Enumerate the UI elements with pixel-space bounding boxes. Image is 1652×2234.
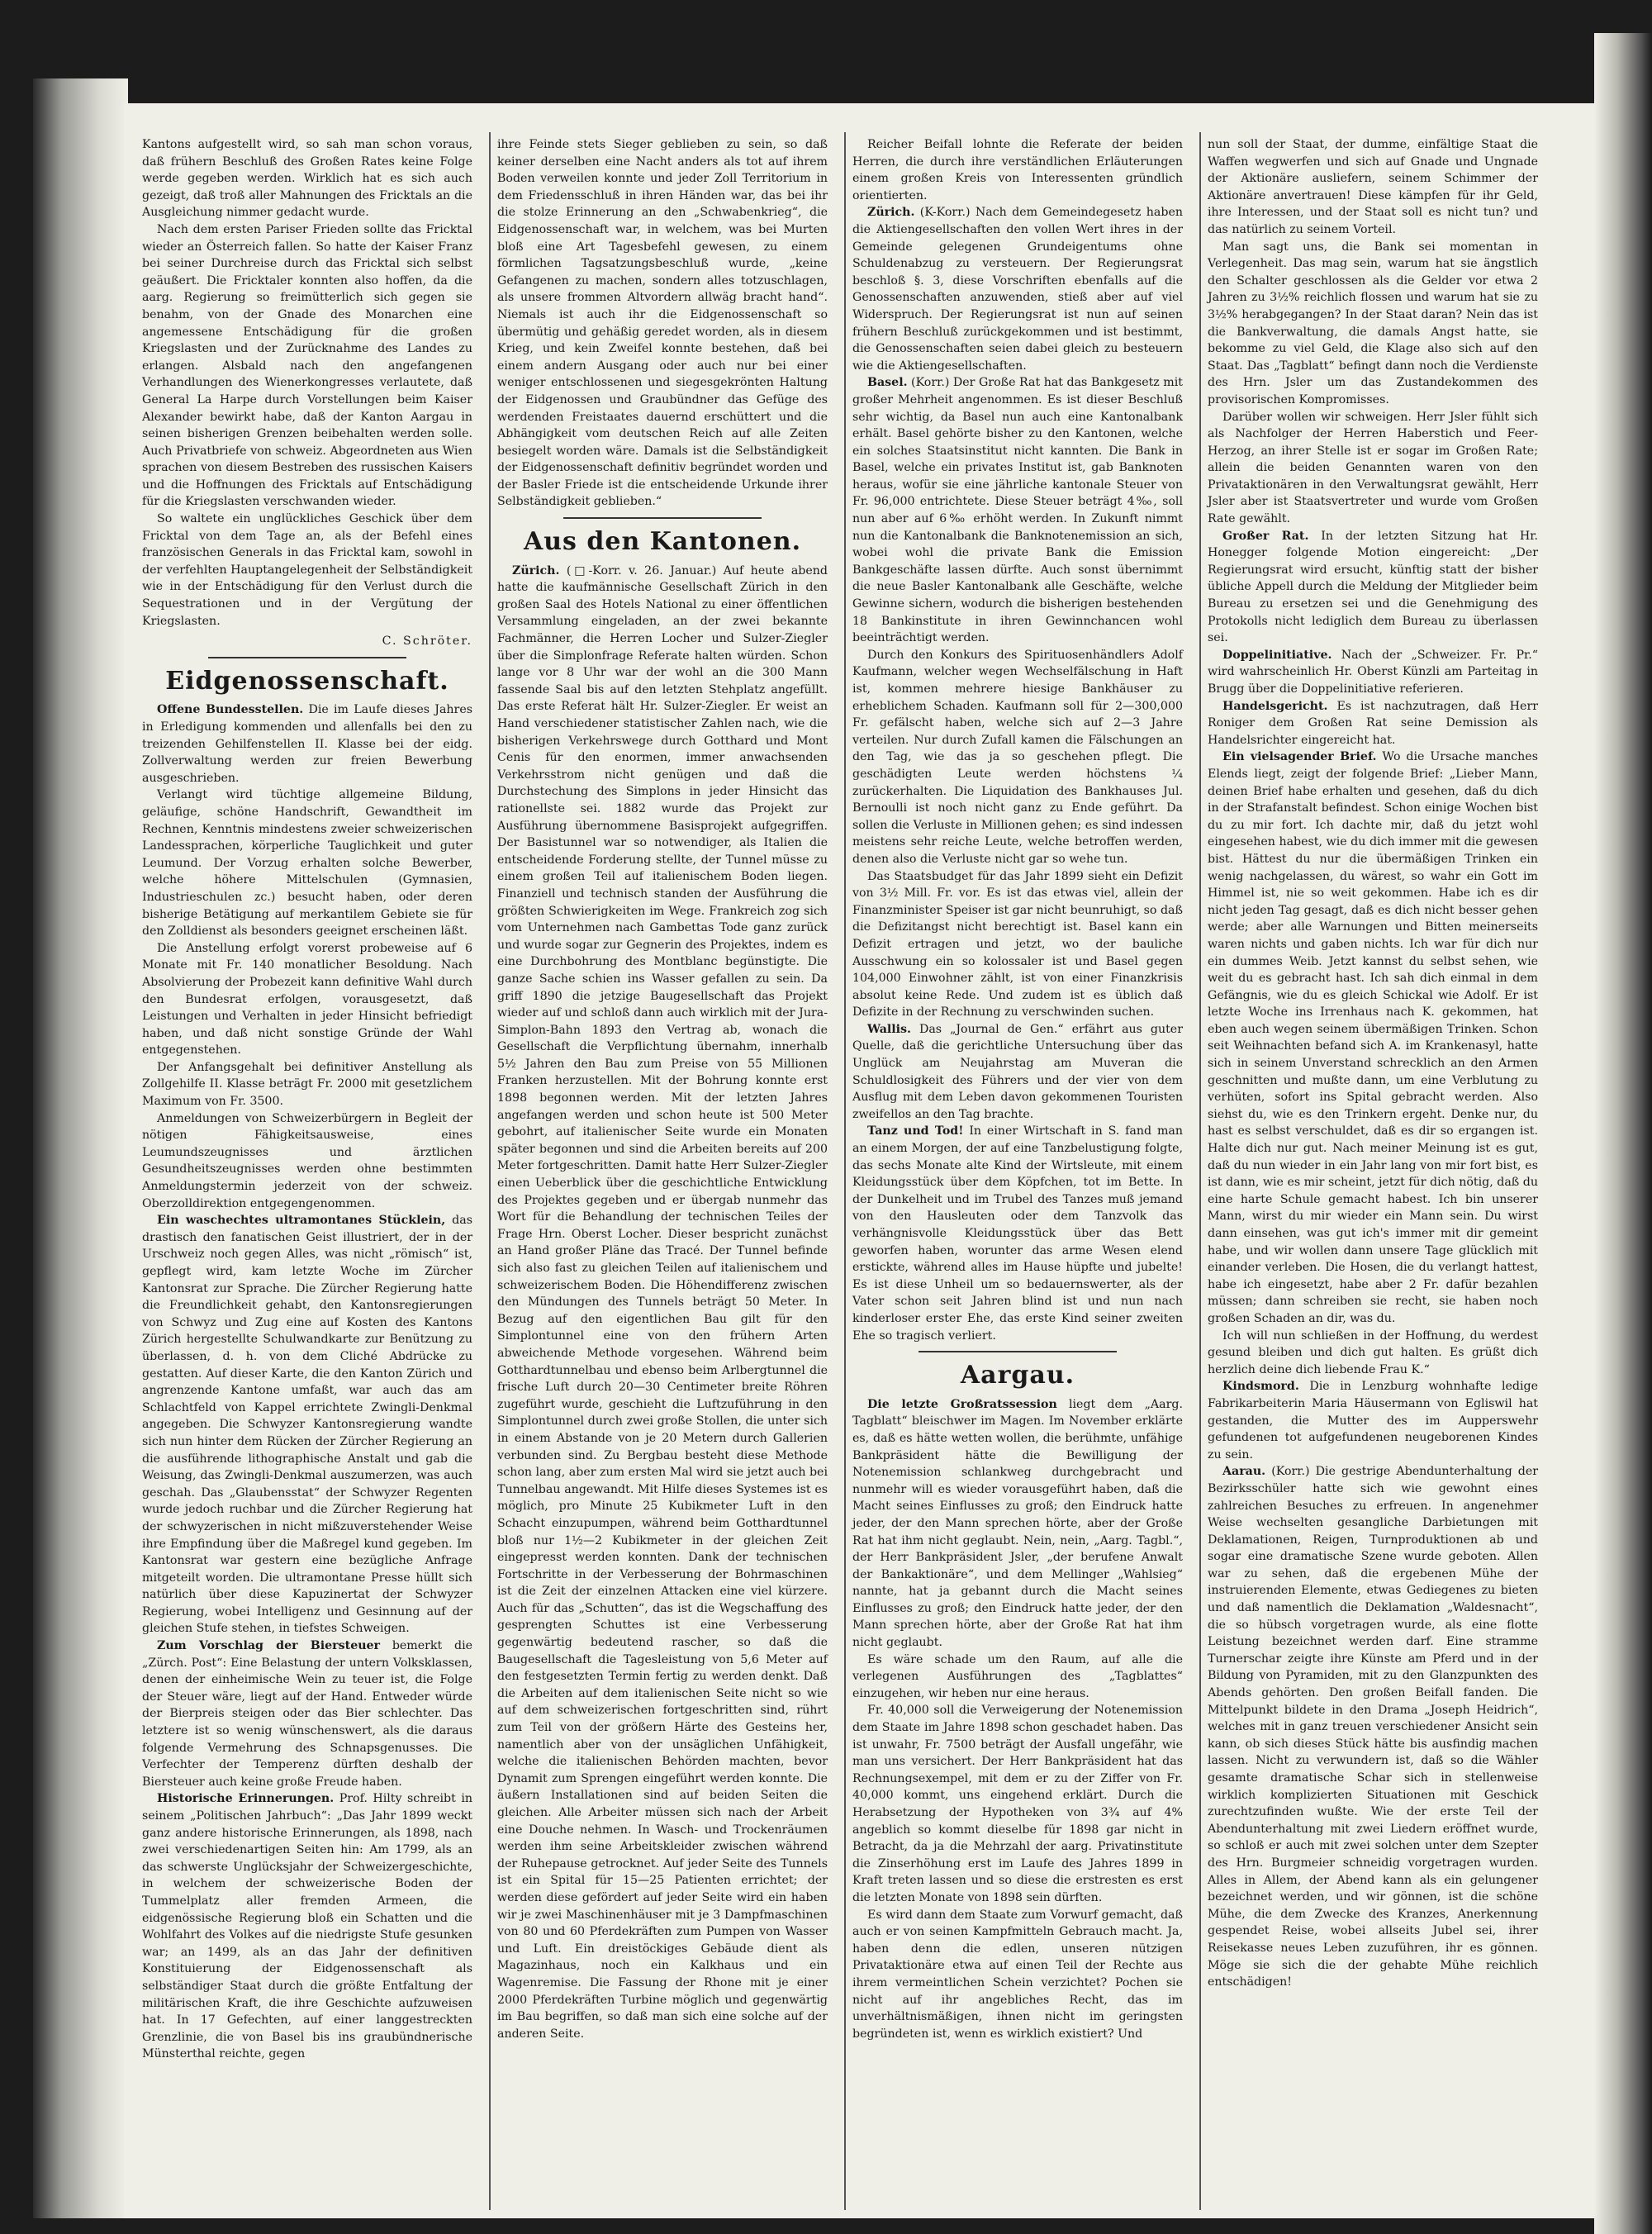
column-4 <box>1208 136 1538 1991</box>
paragraph: (Korr.) Der Große Rat hat das Bankgesetz mit großer Mehrheit angenommen. Es ist dieser Beschluß sehr wichtig, da Basel nun auch eine Kantonalbank erhält. Basel gehörte bisher zu den Kantonen, welche ein solches Staatsinstitut nicht kannten. Die Bank in Basel, welche ein privates Institut ist, gab Banknoten heraus, wofür sie eine jährliche kantonale Steuer von Fr. 96,000 entrichtete. Diese Steuer beträgt 4‰, soll nun aber auf 6‰ erhöht werden. In Zukunft nimmt nun die Kantonalbank die Banknotenemission an sich, wobei wohl die private Bank die Emission Bankgeschäfte lassen dürfte. Auch sonst übernimmt die neue Basler Kantonalbank alle Geschäfte, welche Gewinne sichern, wodurch die bisherigen bestehenden 18 Bankinstitute in ihren Gewinnchancen wohl beeinträchtigt werden. <box>852 376 1183 645</box>
article-heading: Wallis. <box>867 1022 911 1036</box>
article-heading: Doppelinitiative. <box>1222 648 1332 662</box>
section-heading: Aus den Kantonen. <box>523 527 802 557</box>
article-heading: Die letzte Großratssession <box>867 1397 1057 1411</box>
section-rule <box>563 517 762 519</box>
paragraph: Der Anfangsgehalt bei definitiver Anstellung als Zollgehilfe II. Klasse beträgt Fr. 2000 mit gesetzlichem Maximum von Fr. 3500. <box>142 1060 472 1109</box>
paragraph: Das Staatsbudget für das Jahr 1899 sieht ein Defizit von 3½ Mill. Fr. vor. Es ist das etwas viel, allein der Finanzminister Speiser ist gar nicht beunruhigt, so daß die Defizitangst nicht berechtigt ist. Basel kann ein Defizit ertragen und jetzt, wo der bauliche Ausschwung ein so kolossaler ist und Basel gegen 104,000 Einwohner zählt, ist von einer Finanzkrisis absolut keine Rede. Und zudem ist es üblich daß Defizite in der Rechnung zu verschwinden suchen. <box>852 869 1183 1020</box>
article-heading: Historische Erinnerungen. <box>157 1792 335 1806</box>
author-signature: C. Schröter. <box>382 635 472 649</box>
section-rule <box>919 1351 1117 1352</box>
paragraph: nun soll der Staat, der dumme, einfältige Staat die Waffen wegwerfen und sich auf Gnade und Ungnade der Aktionäre ausliefern, seinem Schimmer der Aktionäre anvertrauen! Diese kämpfen für ihr Geld, ihre Interessen, und der Staat soll es nicht tun? und das natürlich zu seinem Vorteil. <box>1208 138 1538 236</box>
paragraph: Darüber wollen wir schweigen. Herr Jsler fühlt sich als Nachfolger der Herren Haberstich und Feer-Herzog, an ihrer Stelle ist er sogar im Großen Rate; allein die beiden Genannten waren von den Privataktionären in den Verwaltungsrat gewählt, Herr Jsler aber ist Staatsvertreter und wurde vom Großen Rate gewählt. <box>1208 410 1538 526</box>
paragraph: In einer Wirtschaft in S. fand man an einem Morgen, der auf eine Tanzbelustigung folgte, das sechs Monate alte Kind der Wirtsleute, mit einem Kleidungsstück über dem Köpfchen, tot im Bette. In der Dunkelheit und im Trubel des Tanzes muß jemand von den Hausleuten oder dem Tanzvolk das verhängnisvolle Kleidungsstück über das Bett geworfen haben, worunter das arme Wesen elend erstickte, während alles im Hause hüpfte und jubelte! Es ist diese Unheil um so bedauernswerter, als der Vater schon seit Jahren blind ist und nun nach kinderloser erster Ehe, das erste Kind seiner zweiten Ehe so tragisch verliert. <box>852 1124 1184 1343</box>
article-heading: Offene Bundesstellen. <box>157 703 304 717</box>
paragraph: Man sagt uns, die Bank sei momentan in Verlegenheit. Das mag sein, warum hat sie ängstlich den Schalter geschlossen als die Gelder vor etwa 2 Jahren zu 3½% reichlich flossen und warum hat sie zu 3½% herabgegangen? In der Staat daran? Nein das ist die Bankverwaltung, die damals Angst hatte, sie bekomme zu viel Geld, die Klage also sich auf den Staat. Das „Tagblatt“ befingt dann noch die Verdienste des Hrn. Jsler um das Zustandekommen des provisorischen Kompromisses. <box>1208 240 1538 406</box>
article-heading: Tanz und Tod! <box>867 1124 964 1138</box>
section-heading: Eidgenossenschaft. <box>165 666 449 696</box>
column-rule <box>1199 132 1201 2210</box>
book-binding-edge <box>33 78 128 2218</box>
paragraph: So waltete ein unglückliches Geschick über dem Fricktal von dem Tage an, als der Befehl eines französischen Generals in das Fricktal kam, sowohl in der verfehlten Hauptangelegenheit der Selbständigkeit wie in der Entschädigung für den Verlust durch die Sequestrationen und in der Vergütung der Kriegslasten. <box>142 512 472 628</box>
paragraph: das drastisch den fanatischen Geist illustriert, der in der Urschweiz noch gegen Alles, was nicht „römisch“ ist, gepflegt wird, kam letzte Woche im Zürcher Kantonsrat zur Sprache. Die Zürcher Regierung hatte die Freundlichkeit gehabt, den Kantonsregierungen von Schwyz und Zug eine auf Kosten des Kantons Zürich hergestellte Schulwandkarte zur Benützung zu überlassen, d. h. von dem Cliché Abdrücke zu gestatten. Auf dieser Karte, die den Kanton Zürich und angrenzende Kantone umfaßt, war auch das am Schlachtfeld von Kappel errichtete Zwingli-Denkmal angegeben. Die Schwyzer Kantonsregierung wandte sich nun hinter dem Rücken der Zürcher Regierung an die ausführende lithographische Anstalt und gab die Weisung, das Zwingli-Denkmal auszumerzen, was auch geschah. Das „Glaubensstat“ der Schwyzer Regenten wurde jedoch ruchbar und die Zürcher Regierung hat der schwyzerischen in nicht mißzuverstehender Weise ihre Empfindung über die Maßregel kund gegeben. Im Kantonsrat war gestern eine bezügliche Anfrage mitgeteilt worden. Die ultramontane Presse hüllt sich natürlich über diese Kapuzinertat der Schwyzer Regierung, wobei Intelligenz und Gesinnung auf der gleichen Stufe stehen, in tiefstes Schweigen. <box>142 1214 472 1636</box>
paragraph: Ich will nun schließen in der Hoffnung, du werdest gesund bleiben und dich gut halten. Es grüßt dich herzlich deine dich liebende Frau K.“ <box>1208 1329 1538 1376</box>
paragraph: Reicher Beifall lohnte die Referate der beiden Herren, die durch ihre verständlichen Erläuterungen einem großen Kreis von Interessenten gründlich orientierten. <box>852 138 1183 202</box>
section-rule <box>208 657 406 658</box>
column-rule <box>489 132 491 2210</box>
article-heading: Basel. <box>867 376 908 390</box>
paragraph: Das „Journal de Gen.“ erfährt aus guter Quelle, daß die gerichtliche Untersuchung über das Unglück am Neujahrstag am Muveran die Schuldlosigkeit des Führers und der vier von dem Ausflug mit dem Leben davon gekommenen Touristen zweifellos an den Tag brachte. <box>852 1022 1183 1121</box>
column-1 <box>142 136 472 2063</box>
article-heading: Zum Vorschlag der Biersteuer <box>157 1639 381 1653</box>
paragraph: Die im Laufe dieses Jahres in Erledigung kommenden und allenfalls bei den zu treizenden Gehilfenstellen II. Klasse bei der eidg. Zollverwaltung werden zur freien Bewerbung ausgeschrieben. <box>142 703 473 785</box>
article-heading: Handelsgericht. <box>1222 699 1328 713</box>
article-heading: Großer Rat. <box>1222 529 1309 543</box>
paragraph: Anmeldungen von Schweizerbürgern in Begleit der nötigen Fähigkeitsausweise, eines Leumundszeugnisses und ärztlichen Gesundheitszeugnisses werden ohne bestimmten Anmeldungstermin jederzeit von der schweiz. Oberzolldirektion entgegengenommen. <box>142 1111 472 1210</box>
paragraph: (K-Korr.) Nach dem Gemeindegesetz haben die Aktiengesellschaften den vollen Wert ihres in der Gemeinde gelegenen Grundeigentums ohne Schuldenabzug zu versteuern. Der Regierungsrat beschloß §. 3, diese Vorschriften ebenfalls auf die Genossenschaften anzuwenden, stieß aber auf viel Widerspruch. Der Regierungsrat ist nun auf seinen frühern Beschluß zurückgekommen und ist bestimmt, die Genossenschaften seien dabei gleich zu besteuern wie die Aktiengesellschaften. <box>852 206 1183 373</box>
column-3 <box>852 136 1183 2042</box>
article-heading: Zürich. <box>867 206 915 220</box>
paragraph: Es ist nachzutragen, daß Herr Roniger dem Großen Rat seine Demission als Handelsrichter eingereicht hat. <box>1208 699 1539 747</box>
paragraph: Fr. 40,000 soll die Verweigerung der Notenemission dem Staate im Jahre 1898 schon geschadet haben. Das ist unwahr, Fr. 7500 beträgt der Ausfall ungefähr, wie man uns versichert. Der Herr Bankpräsident hat das Rechnungsexempel, mit dem er zu der Ziffer von Fr. 40,000 kommt, uns eingehend erklärt. Durch die Herabsetzung der Hypotheken von 3¾ auf 4% angeblich so kommt dieselbe für 1898 gar nicht in Betracht, da ja die Mehrzahl der aarg. Privatinstitute die Zinserhöhung erst im Laufe des Jahres 1899 in Kraft treten lassen und so diese die erstresten es erst die letzten Monate von 1898 sein dürften. <box>852 1704 1183 1904</box>
section-heading: Aargau. <box>960 1361 1075 1390</box>
paragraph: Nach der „Schweizer. Fr. Pr.“ wird wahrscheinlich Hr. Oberst Künzli am Parteitag in Brugg über die Doppelinitiative referieren. <box>1208 648 1538 696</box>
paragraph: (□-Korr. v. 26. Januar.) Auf heute abend hatte die kaufmännische Gesellschaft Zürich in den großen Saal des Hotels National zu einer öffentlichen Versammlung eingeladen, an der zwei bekannte Fachmänner, die Herren Locher und Sulzer-Ziegler über die Simplonfrage Referate halten würden. Schon lange vor 8 Uhr war der wohl an die 300 Mann fassende Saal bis auf den letzten Stehplatz angefüllt. Das erste Referat hält Hr. Sulzer-Ziegler. Er weist an Hand verschiedener statistischer Zahlen nach, wie die bisherigen Verkehrswege durch Gotthard und Mont Cenis für den enormen, immer anwachsenden Verkehrsstrom nicht genügen und daß die Durchstechung des Simplons in jeder Hinsicht das rationellste sei. 1882 wurde das Projekt zur Ausführung übernommene Basisprojekt aufgegriffen. Der Basistunnel war so notwendiger, als Italien die entscheidende Forderung stellte, der Tunnel müsse zu einem großen Teil auf italienischem Boden liegen. Finanziell und technisch standen der Ausführung die größten Schwierigkeiten im Wege. Frankreich zog sich vom Unternehmen nach Gambettas Tode ganz zurück und wurde sogar zur Gegnerin des Projektes, indem es eine Durchbohrung des Montblanc begünstigte. Die ganze Sache schien ins Wasser gefallen zu sein. Da griff 1890 die jetzige Baugesellschaft das Projekt wieder auf und schloß dann auch wirklich mit der Jura-Simplon-Bahn 1893 den Vertrag ab, wonach die Gesellschaft die Verpflichtung übernahm, innerhalb 5½ Jahren den Bau zum Preise von 55 Millionen Franken herzustellen. Mit der Bohrung konnte erst 1898 begonnen werden. Mit der letzten Jahres angefangen werden und schon heute ist 500 Meter gebohrt, auf italienischer Seite wurde ein Monaten später begonnen und sind die Arbeiten bereits auf 200 Meter fortgeschritten. Damit hatte Herr Sulzer-Ziegler einen Ueberblick über die geschichtliche Entwicklung des Projektes gegeben und er übergab nunmehr das Wort für die Behandlung der technischen Teiles der Frage Hrn. Oberst Locher. Dieser bespricht zunächst an Hand großer Pläne das Tracé. Der Tunnel befinde sich also fast zu gleichen Teilen auf italienischem und schweizerischem Boden. Die Höhendifferenz zwischen den Mündungen des Tunnels beträgt 50 Meter. In Bezug auf den eigentlichen Bau gilt für den Simplontunnel eine von den frühern Arten abweichende Methode vorgesehen. Während beim Gotthardtunnelbau und ebenso beim Arlbergtunnel die frische Luft durch 20—30 Centimeter breite Röhren zugeführt wurde, geschieht die Luftzuführung in den Simplontunnel durch zwei große Stollen, die unter sich in einem Abstande von je 20 Metern durch Gallerien verbunden sind. Zu Bergbau besteht diese Methode schon lang, aber zum ersten Mal wird sie jetzt auch bei Tunnelbau angewandt. Mit Hilfe dieses Systemes ist es möglich, pro Minute 25 Kubikmeter Luft in den Schacht einzupumpen, während beim Gotthardtunnel bloß nur 1½—2 Kubikmeter in der gleichen Zeit eingepresst werden konnten. Dank der technischen Fortschritte in der Verbesserung der Bohrmaschinen ist die Zeit der einzelnen Attacken eine viel kürzere. Auch für das „Schutten“, das ist die Wegschaffung des gesprengten Schuttes ist eine Verbesserung gegenwärtig bedeutend rascher, so daß die Baugesellschaft die Tagesleistung von 5,6 Meter auf den festgesetzten Termin fertig zu werden denkt. Daß die Arbeiten auf dem italienischen Seite nicht so wie auf dem schweizerischen fortgeschritten sind, rührt zum Teil von der größern Härte des Gesteins her, namentlich aber von der unsäglichen Unfähigkeit, welche die italienischen Behörden machten, bevor Dynamit zum Sprengen eingeführt werden konnte. Die äußern Installationen sind auf beiden Seiten die gleichen. Alle Arbeiter müssen sich nach der Arbeit eine Douche nehmen. In Wasch- und Trockenräumen werden ihm seine Arbeitskleider zwischen während der Ruhepause getrocknet. Auf jeder Seite des Tunnels ist ein Spital für 15—25 Patienten errichtet; der werden diese gefördert auf jeder Seite wird ein haben wir je zwei Maschinenhäuser mit je 3 Dampfmaschinen von 80 und 60 Pferdekräften zum Pumpen von Wasser und Luft. Ein dreistöckiges Gebäude dient als Magazinhaus, noch ein Kalkhaus und ein Wagenremise. Die Fassung der Rhone mit je einer 2000 Pferdekräften Turbine möglich und gegenwärtig im Bau begriffen, so daß man sich eine solche auf der anderen Seite. <box>497 563 828 2041</box>
paragraph: Die in Lenzburg wohnhafte ledige Fabrikarbeiterin Maria Häusermann von Egliswil hat gestanden, die Mutter des im Aupperswehr gefundenen tot aufgefundenen neugeborenen Kindes zu sein. <box>1208 1380 1538 1462</box>
article-heading: Zürich. <box>512 563 560 578</box>
column-rule <box>844 132 846 2210</box>
column-2 <box>497 136 828 2042</box>
paragraph: Es wäre schade um den Raum, auf alle die verlegenen Ausführungen des „Tagblattes“ einzugehen, wir heben nur eine heraus. <box>852 1652 1183 1700</box>
paragraph: Durch den Konkurs des Spirituosenhändlers Adolf Kaufmann, welcher wegen Wechselfälschung in Haft ist, kommen mehrere hiesige Bankhäuser zu erheblichem Schaden. Kaufmann soll für 2—300,000 Fr. gefälscht haben, welche sich auf 2—3 Jahre verteilen. Nur durch Zufall kamen die Fälschungen an den Tag, wie das ja so geschehen pflegt. Die geschädigten Leute werden höchstens ¼ zurückerhalten. Die Liquidation des Bankhauses Jul. Bernoulli ist noch nicht ganz zu Ende geführt. Da sollen die Verluste in Millionen gehen; es sind indessen meistens sehr reiche Leute, welche betroffen werden, denen also die Verluste nicht gar so wehe tun. <box>852 648 1183 866</box>
paragraph: ihre Feinde stets Sieger geblieben zu sein, so daß keiner derselben eine Nacht anders als tot auf ihrem Boden verweilen konnte und jeder Zoll Territorium in dem Friedensschluß in ihren Händen war, das bei ihr die stolze Erinnerung an den „Schwabenkrieg“, die Eidgenossenschaft war, in welchem, was bei Murten bloß eine Art Tagesbefehl gewesen, zu einem förmlichen Tagsatzungsbeschluß wurde, „keine Gefangenen zu machen, sondern alles totzuschlagen, als unsere frommen Altvordern allwäg bracht hand“. Niemals ist auch ihr die Eidgenossenschaft so übermütig und gehäßig geredet worden, als in diesem Krieg, und kein Zweifel konnte bestehen, daß bei einem andern Ausgang oder auch nur bei einer weniger entschlossenen und siegesgekrönten Haltung der Eidgenossen und Graubündner das Gefüge des werdenden Freistaates dauernd erschüttert und die Abhängigkeit vom deutschen Reich auf alle Zeiten besiegelt worden wäre. Damals ist die Selbständigkeit der Eidgenossenschaft definitiv begründet worden und der Basler Friede ist die entscheidende Urkunde ihrer Selbständigkeit geblieben.“ <box>497 138 828 509</box>
article-heading: Aarau. <box>1222 1465 1266 1479</box>
paragraph: liegt dem „Aarg. Tagblatt“ bleischwer im Magen. Im November erklärte es, daß es hätte wetten wollen, die berühmte, unfähige Bankpräsident hätte die Bewilligung der Notenemission schlankweg durchgebracht und nunmehr will es wieder vorausgeführt haben, daß die Macht seines Einflusses zu groß; den Eindruck hatte jeder, der den Mann sprechen hörte, aber der Große Rat hat ihm nicht geglaubt. Nein, nein, „Aarg. Tagbl.“, der Herr Bankpräsident Jsler, „der berufene Anwalt der Bankaktionäre“, und dem Mellinger „Wahlsieg“ nannte, hat ja gebannt durch die Macht seines Einflusses zu groß; den Eindruck hatte jeder, der den Mann sprechen hörte, aber der Große Rat hat ihm nicht geglaubt. <box>852 1397 1183 1650</box>
paragraph: Verlangt wird tüchtige allgemeine Bildung, geläufige, schöne Handschrift, Gewandtheit im Rechnen, Kenntnis mindestens zweier schweizerischen Landessprachen, körperliche Tauglichkeit und guter Leumund. Der Vorzug erhalten solche Bewerber, welche höhere Mittelschulen (Gymnasien, Industrieschulen zc.) besucht haben, oder deren bisherige Betätigung auf merkantilem Gebiete sie für den Zolldienst als besonders geeignet erscheinen läßt. <box>142 788 472 939</box>
article-heading: Ein waschechtes ultramontanes Stücklein, <box>157 1214 446 1228</box>
paragraph: Prof. Hilty schreibt in seinem „Politischen Jahrbuch“: „Das Jahr 1899 weckt ganz andere historische Erinnerungen, als 1898, nach zwei verschiedenartigen Seiten hin: Am 1799, als an das schwerste Unglücksjahr der Schweizergeschichte, in welchem der schweizerische Boden der Tummelplatz aller fremden Armeen, die eidgenössische Regierung bloß ein Schatten und die Wohlfahrt des Volkes auf die niedrigste Stufe gesunken war; an 1499, als an das Jahr der definitiven Konstituierung der Eidgenossenschaft als selbständiger Staat durch die größte Entfaltung der militärischen Kraft, die ihre Geschichte aufzuweisen hat. In 17 Gefechten, auf einer langgestreckten Grenzlinie, die von Basel bis ins graubündnerische Münsterthal reichte, gegen <box>142 1792 473 2061</box>
page-right-edge <box>1594 33 1652 2234</box>
paragraph: Die Anstellung erfolgt vorerst probeweise auf 6 Monate mit Fr. 140 monatlicher Besoldung. Nach Absolvierung der Probezeit kann definitive Wahl durch den Bundesrat erfolgen, vorausgesetzt, daß Leistungen und Verhalten in jeder Hinsicht befriedigt haben, und daß nicht sonstige Gründe der Wahl entgegenstehen. <box>142 941 472 1058</box>
paragraph: Wo die Ursache manches Elends liegt, zeigt der folgende Brief: „Lieber Mann, deinen Brief habe erhalten und gesehen, daß du dich in der Strafanstalt befindest. Schon einige Wochen bist du zu mir fort. Ich dachte mir, daß du jetzt wohl eingesehen habest, wie du dich immer mit die gewesen bist. Hättest du nur die übermäßigen Trinken ein wenig nachgelassen, du wärest, so wahr ein Gott im Himmel ist, nie so weit gekommen. Habe ich es dir nicht jeden Tag gesagt, daß es dich nicht besser gehen werde; aber alle Warnungen und Bitten meinerseits waren nichts und gaben nichts. Ich war für dich nur ein dummes Weib. Jetzt kannst du selbst sehen, wie weit du es gebracht hast. Ich sah dich einmal in dem Gefängnis, wie du es gleich Schickal wie Adolf. Er ist letzte Woche ins Irrenhaus nach K. gekommen, hat eben auch wegen seinem übermäßigen Trinken. Schon seit Weihnachten befand sich A. im Krankenasyl, hatte sich in seinem Unverstand schrecklich an den Armen geschnitten und mußte dann, um eine Verblutung zu verhüten, sofort ins Spital gebracht werden. Also siehst du, wie es den Trinkern ergeht. Denke nur, du hast es selbst verschuldet, daß es dir so ergangen ist. Halte dich nur gut. Nach meiner Meinung ist es gut, daß du nun wieder in ein Jahr lang von mir fort bist, es ist dann, wie es mir scheint, jetzt für dich nötig, daß du eine harte Schule gemacht habest. Ich bin unserer Mann, wirst du mir wieder ein Mann sein. Du wirst dann einsehen, was gut ich's immer mit dir gemeint habe, und wir wollen dann unsere Tage glücklich mit einander verleben. Die Hosen, die du verlangt hattest, habe ich eingesetzt, habe aber 2 Fr. dafür bezahlen müssen; dann schreiben sie recht, sie haben noch großen Schaden an dir, was du. <box>1208 750 1538 1325</box>
paragraph: Kantons aufgestellt wird, so sah man schon voraus, daß frühern Beschluß des Großen Rates keine Folge werde gegeben werden. Wirklich hat es sich auch gezeigt, daß troß aller Mahnungen des Fricktals an die Ausgleichung nimmer gedacht wurde. <box>142 138 472 220</box>
paragraph: bemerkt die „Zürch. Post“: Eine Belastung der untern Volksklassen, denen der einheimische Wein zu teuer ist, die Folge der Steuer wäre, liegt auf der Hand. Entweder würde der Bierpreis steigen oder das Bier schlechter. Das letztere ist so wenig wünschenswert, als die daraus folgende Vermehrung des Schnapsgenusses. Die Verfechter der Temperenz dürften deshalb der Biersteuer auch keine große Freude haben. <box>142 1639 472 1789</box>
article-heading: Ein vielsagender Brief. <box>1222 750 1377 764</box>
paragraph: Nach dem ersten Pariser Frieden sollte das Fricktal wieder an Österreich fallen. So hatte der Kaiser Franz bei seiner Durchreise durch das Fricktal sich selbst geäußert. Die Fricktaler konnten also hoffen, da die aarg. Regierung so freimütterlich sich gegen sie benahm, von der Gnade des Monarchen eine angemessene Entschädigung für die großen Kriegslasten und der Zurücknahme des Landes zu erlangen. Alsbald nach den angefangenen Verhandlungen des Wienerkongresses verlautete, daß General La Harpe durch Vorstellungen beim Kaiser Alexander bewirkt habe, daß der Kanton Aargau in seinen bisherigen Grenzen beibehalten werden solle. Auch Privatbriefe von schweiz. Abgeordneten aus Wien sprachen von diesem Bestreben des russischen Kaisers und die Hoffnungen des Fricktals auf Entschädigung für die Kriegslasten verschwanden wieder. <box>142 222 472 509</box>
paragraph: (Korr.) Die gestrige Abendunterhaltung der Bezirksschüler hatte sich wie gewohnt eines zahlreichen Besuches zu erfreuen. In angenehmer Weise wechselten gesangliche Darbietungen mit Deklamationen, Reigen, Turnproduktionen ab und sogar eine dramatische Szene wurde geboten. Allen war zu sehen, daß die ergebenen Mühe der instruierenden Elemente, etwas Gediegenes zu bieten und daß namentlich die Deklamation „Waldesnacht“, die so hübsch vorgetragen wurde, als eine flotte Leistung bezeichnet werden darf. Eine stramme Turnerschar zeigte ihre Künste am Pferd und in der Bildung von Pyramiden, mit zu den Glanzpunkten des Abends gehörten. Den großen Beifall fanden. Die Mittelpunkt bildete in den Drama „Joseph Heidrich“, welches mit in ganz treuen verschiedener Ansicht sein kann, ob sich dieses Stück hätte bis ausfindig machen lassen. Nicht zu verwundern ist, daß so die Wähler gesamte dramatische Schar sich in stellenweise wirklich komplizierten Situationen mit Geschick zurechtzufinden wußte. Wie der erste Teil der Abendunterhaltung mit zwei Liedern eröffnet wurde, so schloß er auch mit zwei solchen unter dem Szepter des Hrn. Burgmeier schneidig vorgetragen wurden. Alles in Allem, der Abend kann als ein gelungener bezeichnet werden, und wir gönnen, ist die schöne Mühe, die dem Zwecke des Kranzes, Anerkennung gespendet Reise, wobei allseits Jubel sei, ihrer Reisekasse neues Leben zuzuführen, ihr es gönnen. Möge sie sich die der gehabte Mühe reichlich entschädigen! <box>1208 1465 1539 1989</box>
article-heading: Kindsmord. <box>1222 1380 1299 1394</box>
paragraph: In der letzten Sitzung hat Hr. Honegger folgende Motion eingereicht: „Der Regierungsrat wird ersucht, künftig statt der bisher übliche Appell durch die Meldung der Mitglieder beim Bureau zu ersetzen sei und die Genehmigung des Protokolls nicht lediglich dem Bureau zu überlassen sei. <box>1208 529 1538 645</box>
paragraph: Es wird dann dem Staate zum Vorwurf gemacht, daß auch er von seinen Kampfmitteln Gebrauch macht. Ja, haben denn die edlen, unseren nützigen Privataktionäre etwa auf einen Teil der Rechte aus ihrem vermeintlichen Schein verzichtet? Pochen sie nicht auf ihr angebliches Recht, das im unverhältnismäßigen, ihnen nicht im geringsten begründeten ist, wenn es wirklich existiert? Und <box>852 1908 1183 2041</box>
